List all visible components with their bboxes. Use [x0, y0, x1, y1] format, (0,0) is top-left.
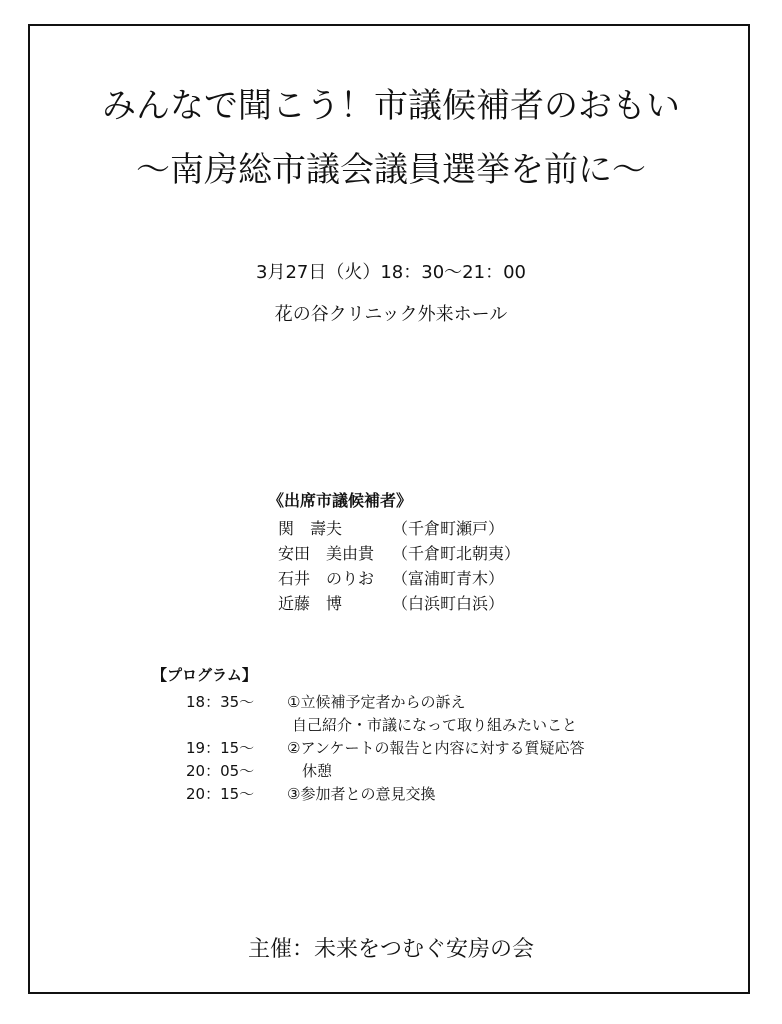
candidate-area: （千倉町瀬戸）	[392, 519, 505, 538]
program-time: 19：15～	[186, 739, 255, 757]
candidate-name: 石井 のりお	[278, 569, 375, 588]
candidate-name: 関 壽夫	[278, 519, 343, 538]
program-continuation: 自己紹介・市議になって取り組みたいこと	[292, 716, 578, 734]
candidate-area: （千倉町北朝夷）	[392, 544, 521, 563]
candidate-name: 近藤 博	[278, 594, 343, 613]
event-datetime: 3月27日（火）18：30～21：00	[256, 262, 526, 283]
program-text: ③参加者との意見交換	[287, 785, 436, 803]
sub-title: ～南房総市議会議員選挙を前に～	[136, 150, 646, 190]
program-time: 18：35～	[186, 693, 255, 711]
program-text: ②アンケートの報告と内容に対する質疑応答	[287, 739, 585, 757]
organizer: 主催：未来をつむぐ安房の会	[247, 937, 534, 962]
program-heading: 【プログラム】	[152, 666, 257, 684]
candidate-area: （白浜町白浜）	[392, 594, 505, 613]
program-text: 休憩	[287, 762, 333, 780]
program-text: ①立候補予定者からの訴え	[287, 693, 466, 711]
program-time: 20：05～	[186, 762, 255, 780]
candidates-heading: 《出席市議候補者》	[268, 491, 413, 510]
candidate-area: （富浦町青木）	[392, 569, 505, 588]
main-title: みんなで聞こう！市議候補者のおもい	[102, 86, 680, 126]
program-time: 20：15～	[186, 785, 255, 803]
event-venue: 花の谷クリニック外来ホール	[274, 304, 508, 325]
candidate-name: 安田 美由貴	[278, 544, 375, 563]
